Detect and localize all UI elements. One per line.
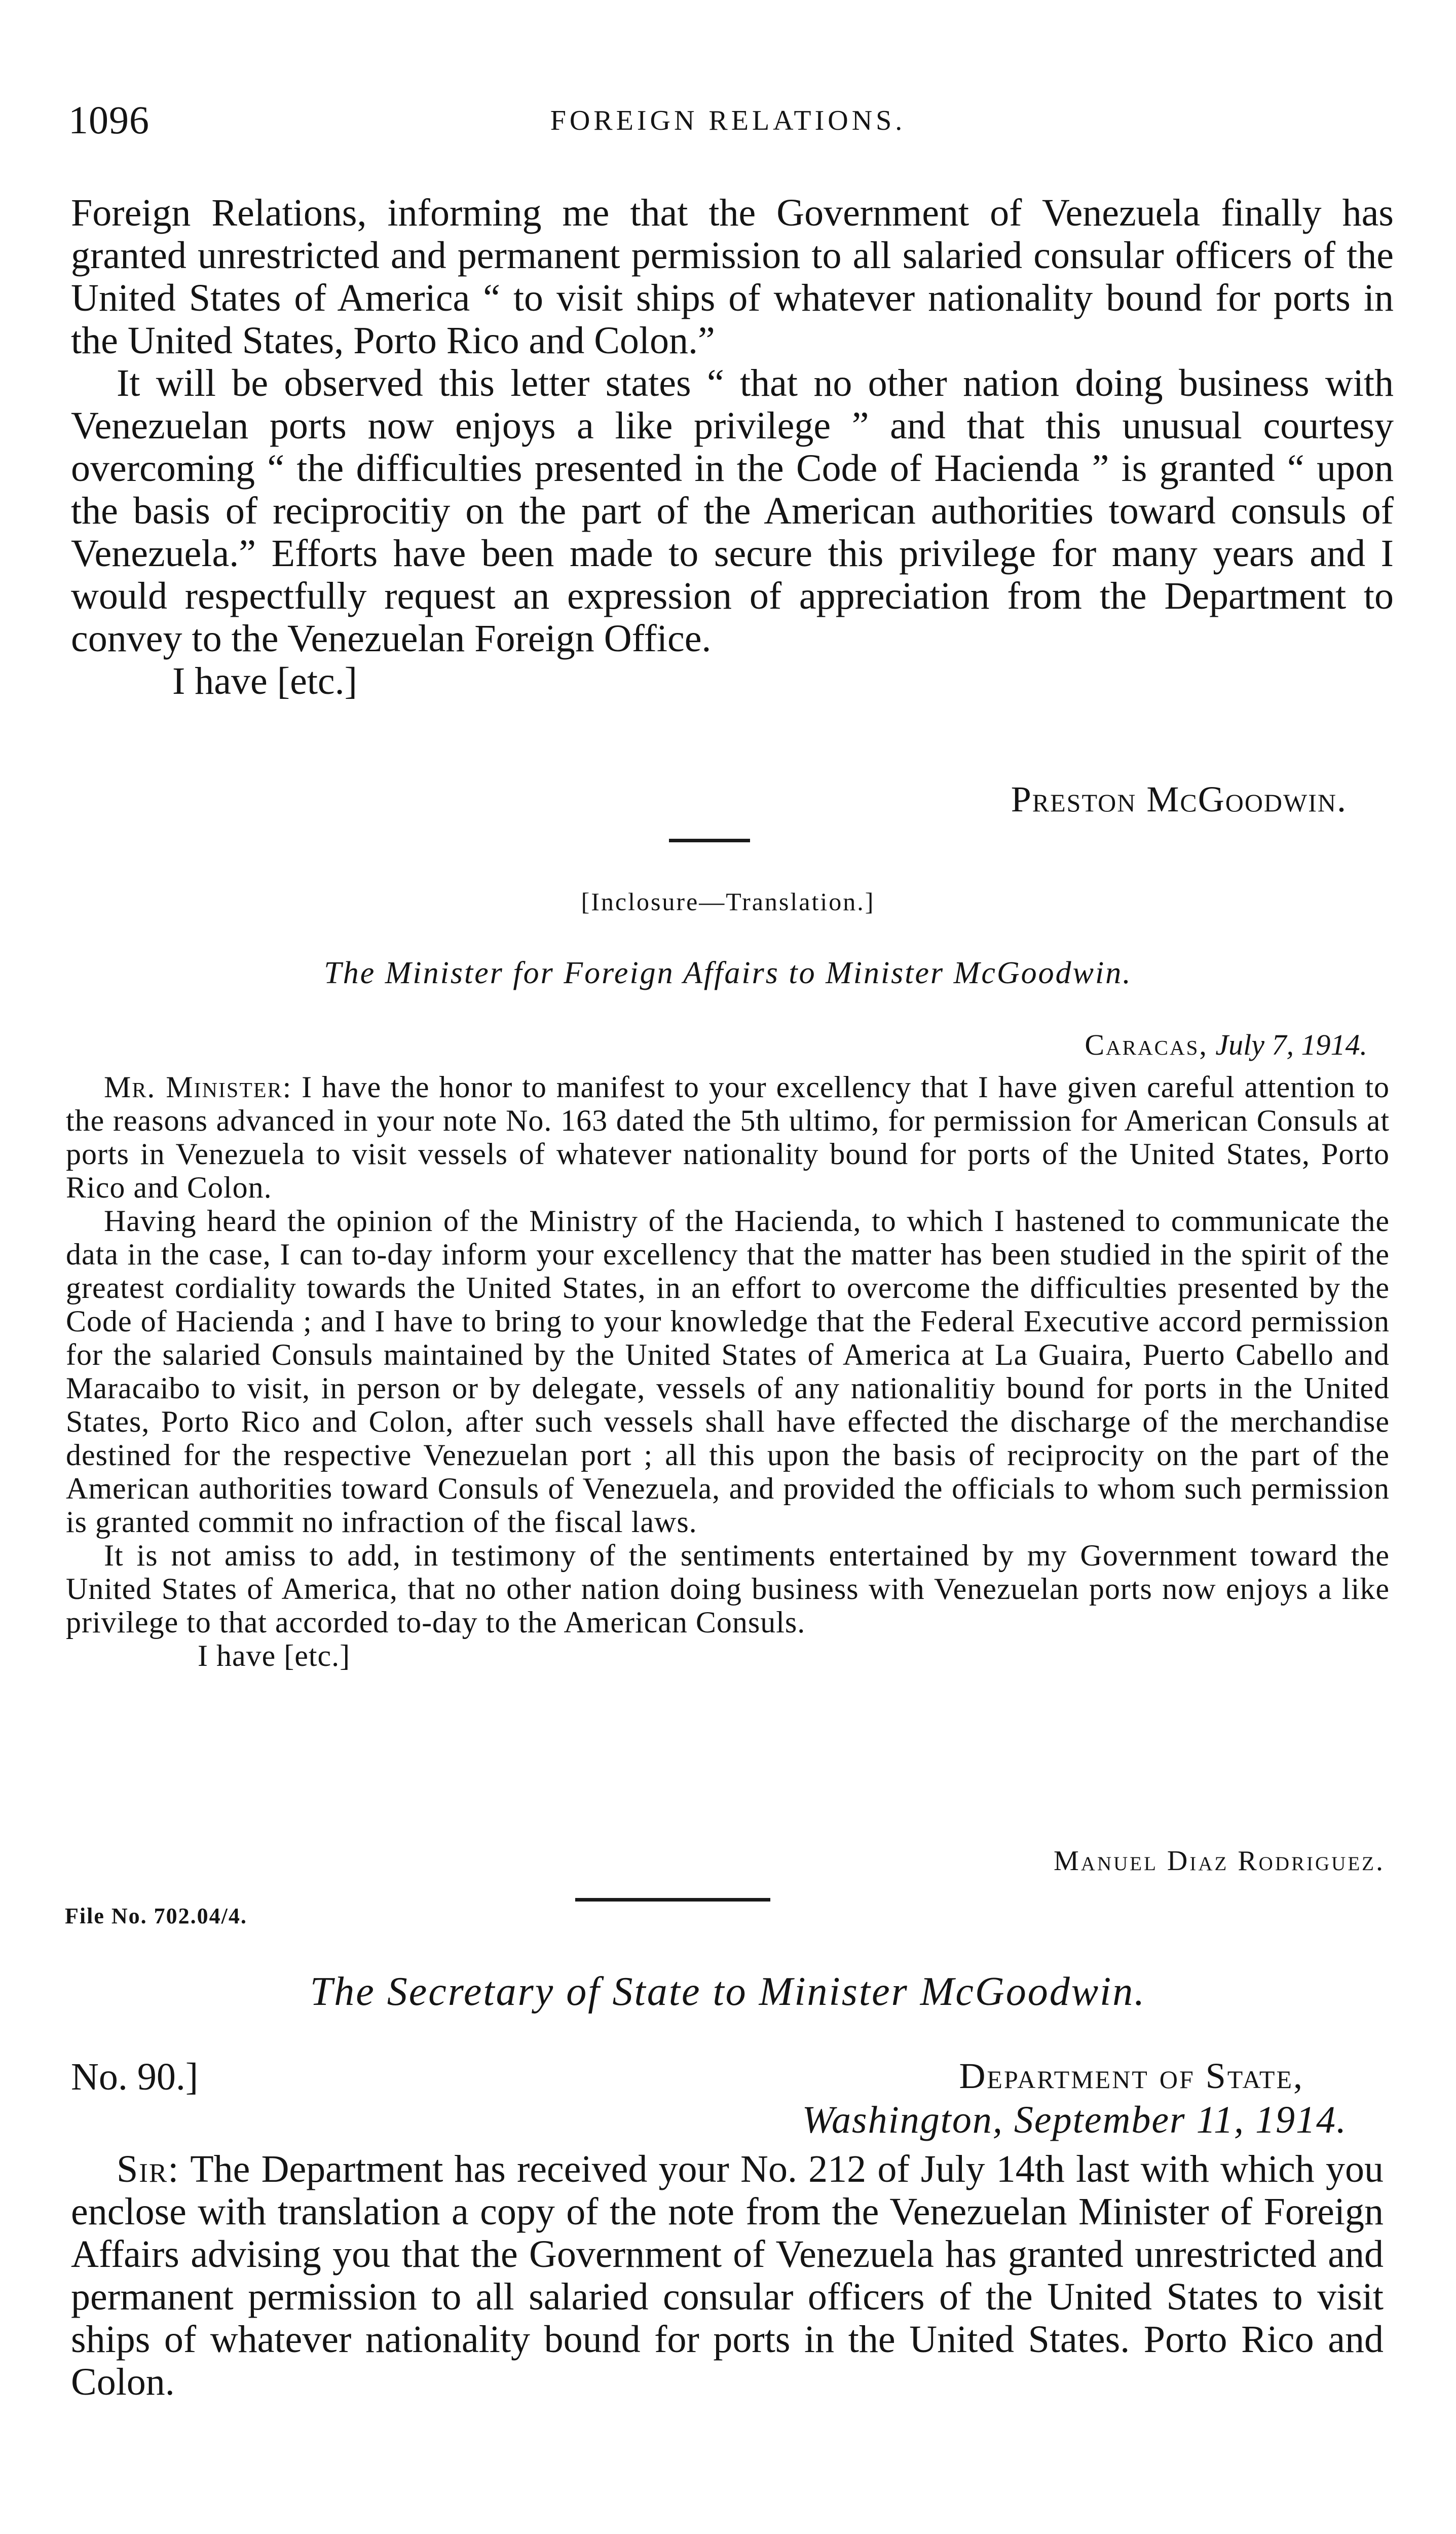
letter2-paragraph-text: The Department has received your No. 212 of July 14th last with which you enclose with translation a copy of the note from the Venezuelan Minister of Foreign Affairs advising you that the Government of Venezuela has granted unrestricted and permanent permission to all salaried consular officers of the United States to visit ships of whatever nationality bound for ports in the United States. Porto Rico and Colon. <box>71 2148 1384 2403</box>
dateline-date: July 7, 1914. <box>1215 1028 1367 1061</box>
inclosure-signature: Manuel Diaz Rodriguez. <box>1053 1845 1385 1877</box>
inclosure-dateline <box>1085 1028 1367 1062</box>
letter2-body <box>71 2148 1384 2403</box>
letter1-closing: I have [etc.] <box>172 660 357 702</box>
inclosure-paragraph-2: Having heard the opinion of the Ministry of the Hacienda, to which I hastened to communicate the data in the case, I can to-day inform your excellency that the matter has been studied in the spirit of the greatest cordiality towards the United States, in an effort to overcome the difficulties presented by the Code of Hacienda ; and I have to bring to your knowledge that the Federal Executive accord permission for the salaried Consuls maintained by the United States of America at La Guaira, Puerto Cabello and Maracaibo to visit, in person or by delegate, vessels of any nationalitiy bound for ports in the United States, Porto Rico and Colon, after such vessels shall have effected the discharge of the merchandise destined for the respective Venezuelan port ; all this upon the basis of reciprocity on the part of the American authorities toward Consuls of Venezuela, and provided the officials to whom such permission is granted commit no infraction of the fiscal laws. <box>66 1204 1390 1539</box>
letter1-paragraph-2: It will be observed this letter states “ that no other nation doing business with Venezuelan ports now enjoys a like privilege ” and that this unusual courtesy overcoming “ the difficulties presented in the Code of Hacienda ” is granted “ upon the basis of reciprocitiy on the part of the American authorities toward consuls of Venezuela.” Efforts have been made to secure this privilege for many years and I would respectfully request an expression of appreciation from the Department to convey to the Venezuelan Foreign Office. <box>71 362 1394 660</box>
page-number: 1096 <box>68 98 150 142</box>
running-head: FOREIGN RELATIONS. <box>550 105 906 136</box>
inclosure-closing: I have [etc.] <box>198 1639 351 1672</box>
file-number: File No. 702.04/4. <box>65 1904 247 1928</box>
letter2-department: Department of State, <box>959 2056 1304 2096</box>
divider-rule <box>669 839 750 842</box>
letter2-place-date: Washington, September 11, 1914. <box>802 2099 1347 2141</box>
letter2-heading: The Secretary of State to Minister McGoodwin. <box>310 1969 1146 2014</box>
dateline-place: Caracas, <box>1085 1028 1208 1061</box>
letter1-signature: Preston McGoodwin. <box>1011 779 1347 819</box>
inclosure-label: [Inclosure—Translation.] <box>581 887 875 916</box>
inclosure-body <box>66 1070 1390 1672</box>
letter1-paragraph-1: Foreign Relations, informing me that the Government of Venezuela finally has granted unrestricted and permanent permission to all salaried consular officers of the United States of America “ to visit ships of whatever nationality bound for ports in the United States, Porto Rico and Colon.” <box>71 192 1394 362</box>
inclosure-paragraph-3: It is not amiss to add, in testimony of the sentiments entertained by my Government toward the United States of America, that no other nation doing business with Venezuelan ports now enjoys a like privilege to that accorded to-day to the American Consuls. <box>66 1539 1390 1639</box>
inclosure-salutation: Mr. Minister: <box>104 1070 292 1104</box>
inclosure-paragraph-1-text: I have the honor to manifest to your excellency that I have given careful attention to the reasons advanced in your note No. 163 dated the 5th ultimo, for permission for American Consuls at ports in Venezuela to visit vessels of whatever nationality bound for ports of the United States, Porto Rico and Colon. <box>66 1070 1390 1204</box>
letter1-body <box>71 192 1394 702</box>
inclosure-heading: The Minister for Foreign Affairs to Minister McGoodwin. <box>324 956 1132 990</box>
letter2-paragraph <box>71 2148 1384 2403</box>
letter2-salutation: Sir: <box>117 2148 180 2190</box>
letter2-number: No. 90.] <box>71 2056 199 2098</box>
inclosure-paragraph-1 <box>66 1070 1390 1204</box>
divider-rule-2 <box>575 1898 770 1902</box>
